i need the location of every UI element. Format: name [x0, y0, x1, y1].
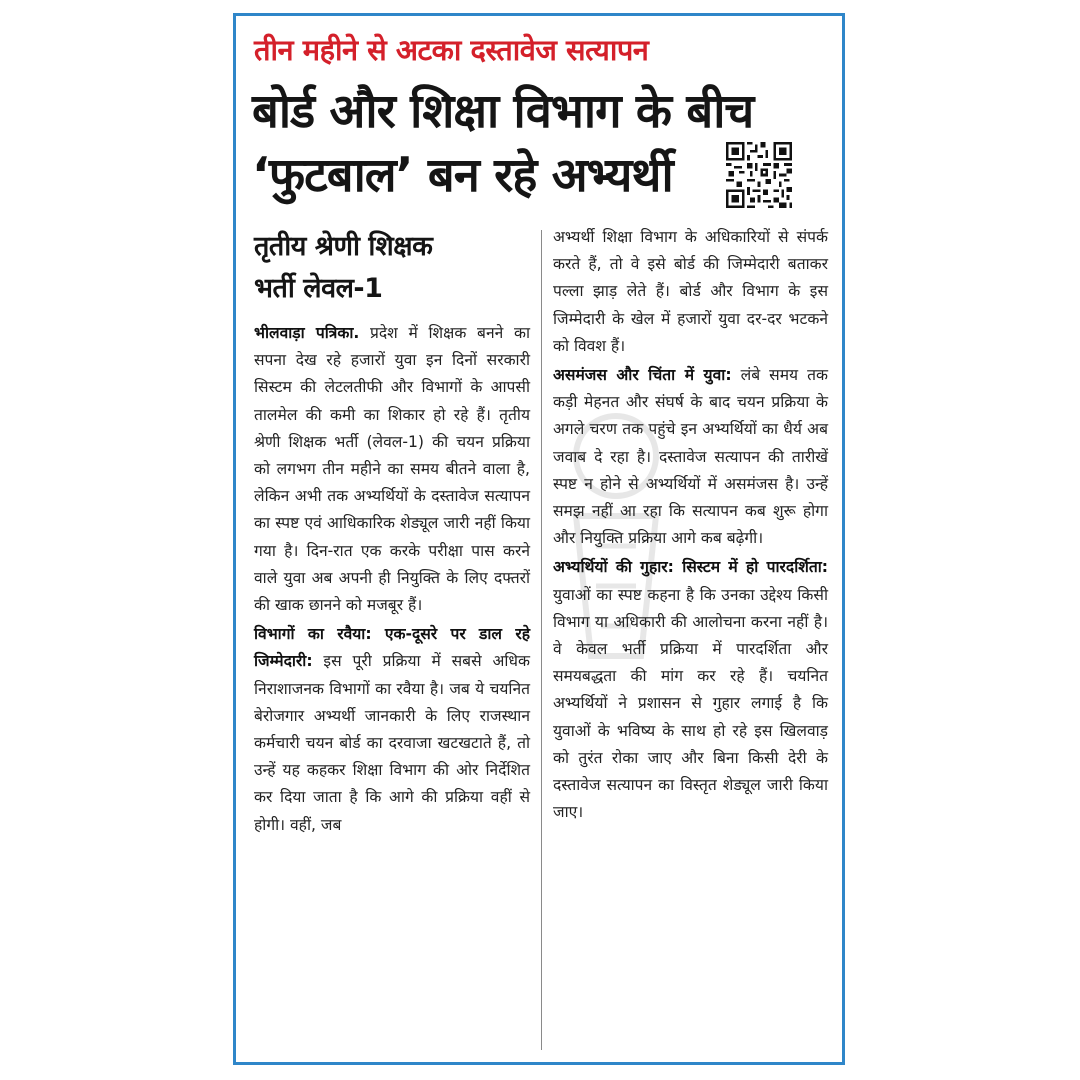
paragraph-departments: [254, 621, 530, 839]
main-headline: [252, 80, 753, 208]
subheadline-line-1: तृतीय श्रेणी शिक्षक: [254, 231, 433, 262]
qr-code-icon: [726, 142, 792, 208]
paragraph-intro: [254, 320, 530, 619]
subheadline: [254, 226, 530, 310]
paragraph-continued: अभ्यर्थी शिक्षा विभाग के अधिकारियों से संपर्क करते हैं, तो वे इसे बोर्ड की जिम्मेदारी बताकर पल्ला झाड़ लेते हैं। बोर्ड और विभाग के इस जिम्मेदारी के खेल में हजारों युवा दर-दर भटकने को विवश हैं।: [553, 228, 828, 355]
paragraph-intro-text: प्रदेश में शिक्षक बनने का सपना देख रहे हजारों युवा इन दिनों सरकारी सिस्टम की लेटलतीफी और विभागों के आपसी तालमेल की कमी का शिकार हो रहे हैं। तृतीय श्रेणी शिक्षक भर्ती (लेवल-1) की चयन प्रक्रिया को लगभग तीन महीने का समय बीतने वाला है, लेकिन अभी तक अभ्यर्थियों के दस्तावेज सत्यापन का स्पष्ट एवं आधिकारिक शेड्यूल जारी नहीं किया गया है। दिन-रात एक करके परीक्षा पास करने वाले युवा अब अपनी ही नियुक्ति के लिए दफ्तरों की खाक छानने को मजबूर हैं।: [254, 324, 530, 615]
paragraph-confusion: [553, 362, 828, 552]
article-column-left: [254, 226, 530, 839]
dateline: भीलवाड़ा पत्रिका.: [254, 324, 360, 342]
section-heading-confusion: असमंजस और चिंता में युवा:: [553, 366, 732, 385]
section-heading-appeal: अभ्यर्थियों की गुहार: सिस्टम में हो पारदर्शिता:: [553, 558, 828, 577]
section-heading-departments: विभागों का रवैया: एक-दूसरे पर डाल रहे जिम्मेदारी:: [254, 625, 530, 671]
paragraph-departments-text: इस पूरी प्रक्रिया में सबसे अधिक निराशाजनक विभागों का रवैया है। जब ये चयनित बेरोजगार अभ्यर्थी जानकारी के लिए राजस्थान कर्मचारी चयन बोर्ड का दरवाजा खटखटाते हैं, तो उन्हें यह कहकर शिक्षा विभाग की ओर निर्देशित कर दिया जाता है कि आगे की प्रक्रिया वहीं से होगी। वहीं, जब: [254, 652, 530, 834]
kicker-headline: तीन महीने से अटका दस्तावेज सत्यापन: [254, 33, 649, 67]
subheadline-line-2: भर्ती लेवल-1: [254, 273, 383, 304]
paragraph-appeal: [553, 554, 828, 826]
paragraph-appeal-text: युवाओं का स्पष्ट कहना है कि उनका उद्देश्य किसी विभाग या अधिकारी की आलोचना करना नहीं है। वे केवल भर्ती प्रक्रिया में पारदर्शिता और समयबद्धता की मांग कर रहे हैं। चयनित अभ्यर्थियों ने प्रशासन से गुहार लगाई है कि युवाओं के भविष्य के साथ हो रहे इस खिलवाड़ को तुरंत रोका जाए और बिना किसी देरी के दस्तावेज सत्यापन का विस्तृत शेड्यूल जारी किया जाए।: [553, 585, 828, 822]
article-column-right: [553, 224, 828, 826]
news-clipping: [233, 13, 845, 1065]
headline-line-2: ‘फुटबाल’ बन रहे अभ्यर्थी: [252, 148, 673, 203]
paragraph-confusion-text: लंबे समय तक कड़ी मेहनत और संघर्ष के बाद चयन प्रक्रिया के अगले चरण तक पहुंचे इन अभ्यर्थियों का धैर्य अब जवाब दे रहा है। दस्तावेज सत्यापन की तारीखें स्पष्ट न होने से अभ्यर्थियों में असमंजस है। उन्हें समझ नहीं आ रहा कि सत्यापन कब शुरू होगा और नियुक्ति प्रक्रिया आगे कब बढ़ेगी।: [553, 366, 829, 548]
column-divider: [541, 230, 542, 1050]
headline-line-1: बोर्ड और शिक्षा विभाग के बीच: [252, 84, 754, 139]
